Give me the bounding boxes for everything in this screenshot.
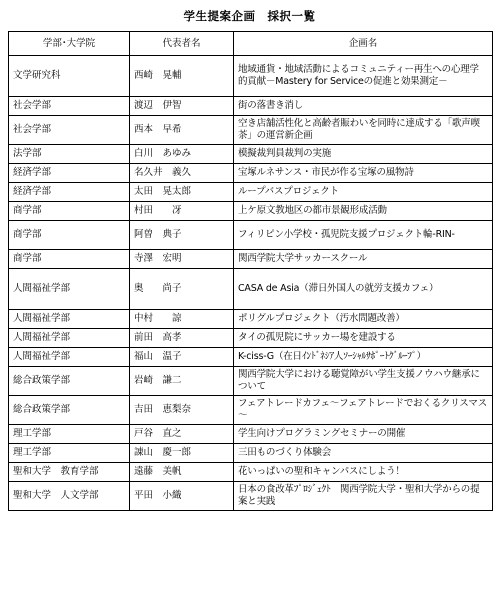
page-title: 学生提案企画 採択一覧 [183, 9, 316, 23]
table-row [9, 116, 493, 145]
faculty-cell: 総合政策学部 [9, 367, 130, 396]
faculty-cell: 人間福祉学部 [9, 329, 130, 348]
table-row [9, 221, 493, 250]
representative-cell: 戸谷 直之 [130, 425, 234, 444]
table-row [9, 97, 493, 116]
faculty-cell: 社会学部 [9, 116, 130, 145]
project-cell: 空き店舗活性化と高齢者賑わいを同時に達成する「歌声喫茶」の運営新企画 [234, 116, 493, 145]
header-project: 企画名 [234, 32, 493, 56]
project-cell: 日本の食改革ﾌﾟﾛｼﾞｪｸﾄ 関西学院大学・聖和大学からの提案と実践 [234, 482, 493, 511]
project-cell: 関西学院大学における聴覚障がい学生支援ノウハウ継承について [234, 367, 493, 396]
table-row [9, 202, 493, 221]
faculty-cell: 文学研究科 [9, 56, 130, 97]
representative-cell: 渡辺 伊智 [130, 97, 234, 116]
faculty-cell: 聖和大学 教育学部 [9, 463, 130, 482]
project-cell: 上ケ原文教地区の都市景観形成活動 [234, 202, 493, 221]
faculty-cell: 経済学部 [9, 164, 130, 183]
project-cell: 三田ものづくり体験会 [234, 444, 493, 463]
table-row [9, 367, 493, 396]
faculty-cell: 聖和大学 人文学部 [9, 482, 130, 511]
table-row [9, 425, 493, 444]
faculty-cell: 総合政策学部 [9, 396, 130, 425]
table-row [9, 269, 493, 310]
representative-cell: 西崎 晃輔 [130, 56, 234, 97]
project-cell: フィリピン小学校・孤児院支援プロジェクト輪-RIN- [234, 221, 493, 250]
table-row [9, 250, 493, 269]
header-faculty: 学部･大学院 [9, 32, 130, 56]
project-cell: CASA de Asia（滞日外国人の就労支援カフェ） [234, 269, 493, 310]
table-row [9, 463, 493, 482]
representative-cell: 白川 あゆみ [130, 145, 234, 164]
table-row [9, 56, 493, 97]
adoption-table [8, 31, 493, 511]
table-row [9, 329, 493, 348]
representative-cell: 奥 尚子 [130, 269, 234, 310]
faculty-cell: 経済学部 [9, 183, 130, 202]
faculty-cell: 商学部 [9, 221, 130, 250]
representative-cell: 吉田 恵梨奈 [130, 396, 234, 425]
project-cell: K-ciss-G（在日ｲﾝﾄﾞﾈｼｱ人ｿｰｼｬﾙｻﾎﾟｰﾄｸﾞﾙｰﾌﾟ） [234, 348, 493, 367]
faculty-cell: 理工学部 [9, 425, 130, 444]
faculty-cell: 商学部 [9, 202, 130, 221]
table-row [9, 396, 493, 425]
table-row [9, 482, 493, 511]
representative-cell: 西本 早希 [130, 116, 234, 145]
representative-cell: 名久井 義久 [130, 164, 234, 183]
table-header-row [9, 32, 493, 56]
project-cell: 模擬裁判員裁判の実施 [234, 145, 493, 164]
project-cell: 学生向けプログラミングセミナーの開催 [234, 425, 493, 444]
representative-cell: 諌山 慶一郎 [130, 444, 234, 463]
project-cell: ポリグルプロジェクト（汚水問題改善） [234, 310, 493, 329]
faculty-cell: 人間福祉学部 [9, 348, 130, 367]
table-row [9, 444, 493, 463]
project-cell: 花いっぱいの聖和キャンパスにしよう！ [234, 463, 493, 482]
faculty-cell: 人間福祉学部 [9, 310, 130, 329]
representative-cell: 阿曽 典子 [130, 221, 234, 250]
project-cell: フェアトレードカフェ～フェアトレードでおくるクリスマス～ [234, 396, 493, 425]
representative-cell: 福山 温子 [130, 348, 234, 367]
faculty-cell: 商学部 [9, 250, 130, 269]
representative-cell: 村田 冴 [130, 202, 234, 221]
representative-cell: 寺澤 宏明 [130, 250, 234, 269]
project-cell: 宝塚ルネサンス・市民が作る宝塚の風物詩 [234, 164, 493, 183]
faculty-cell: 理工学部 [9, 444, 130, 463]
header-representative: 代表者名 [130, 32, 234, 56]
faculty-cell: 社会学部 [9, 97, 130, 116]
table-row [9, 310, 493, 329]
representative-cell: 前田 高孝 [130, 329, 234, 348]
representative-cell: 遠藤 美帆 [130, 463, 234, 482]
project-cell: 関西学院大学サッカースクール [234, 250, 493, 269]
representative-cell: 中村 諒 [130, 310, 234, 329]
representative-cell: 平田 小織 [130, 482, 234, 511]
project-cell: タイの孤児院にサッカー場を建設する [234, 329, 493, 348]
project-cell: 地域通貨・地域活動によるコミュニティー再生への心理学的貢献－Mastery for Serviceの促進と効果測定－ [234, 56, 493, 97]
representative-cell: 太田 晃太郎 [130, 183, 234, 202]
project-cell: 街の落書き消し [234, 97, 493, 116]
table-row [9, 145, 493, 164]
representative-cell: 岩崎 謙二 [130, 367, 234, 396]
faculty-cell: 法学部 [9, 145, 130, 164]
table-row [9, 164, 493, 183]
table-row [9, 183, 493, 202]
table-row [9, 348, 493, 367]
faculty-cell: 人間福祉学部 [9, 269, 130, 310]
project-cell: ループバスプロジェクト [234, 183, 493, 202]
